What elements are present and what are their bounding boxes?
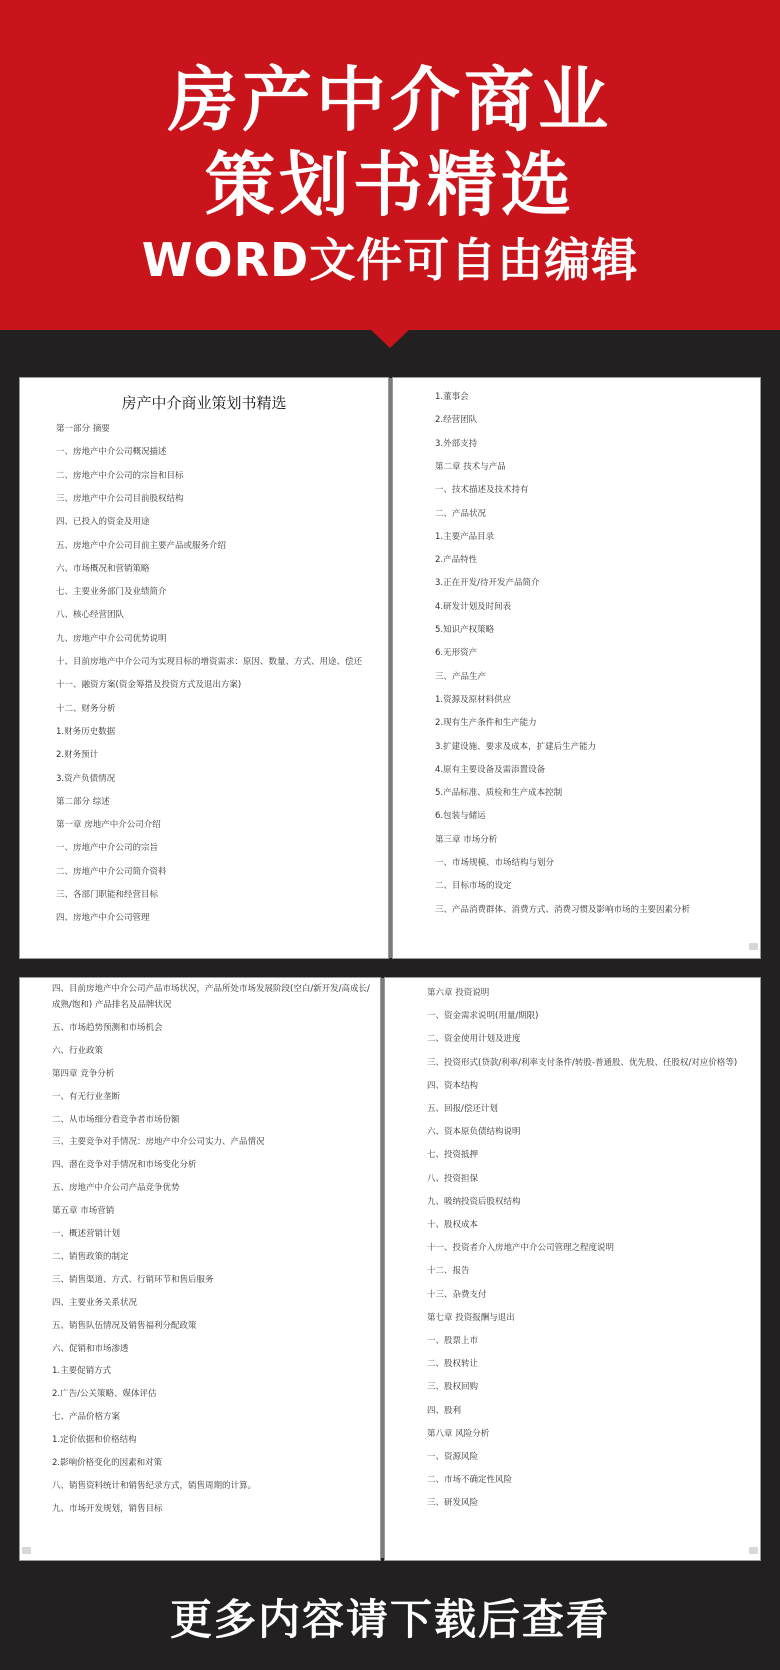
document-line: 第六章 投资说明 (427, 988, 490, 998)
document-line: 六、市场概况和营销策略 (56, 563, 150, 574)
document-line: 八、投资担保 (427, 1173, 479, 1184)
document-line: 第二部分 综述 (56, 796, 110, 807)
document-line: 2.财务预计 (56, 750, 99, 761)
document-line: 八、核心经营团队 (56, 610, 125, 621)
banner-title-line1: 房产中介商业 (168, 59, 612, 141)
document-line: 四、房地产中介公司管理 (56, 913, 150, 924)
document-title: 房产中介商业策划书精选 (121, 394, 287, 412)
document-line: 十、目前房地产中介公司为实现目标的增资需求：原因、数量、方式、用途、偿还 (56, 657, 363, 667)
document-line: 3.资产负债情况 (56, 773, 116, 784)
document-line: 第八章 风险分析 (427, 1428, 490, 1439)
document-line: 二、目标市场的设定 (435, 881, 512, 892)
document-line: 2.广告/公关策略、媒体评估 (52, 1389, 157, 1400)
document-line: 一、有无行业垄断 (52, 1091, 121, 1102)
document-line: 一、股票上市 (427, 1336, 479, 1346)
document-line: 2.影响价格变化的因素和对策 (52, 1458, 163, 1468)
page-corner-icon (749, 1547, 758, 1554)
footer-cta: 更多内容请下载后查看 (169, 1595, 610, 1644)
document-line: 第四章 竞争分析 (52, 1068, 115, 1079)
document-line: 1.主要产品目录 (435, 531, 495, 542)
document-line: 二、股权转让 (427, 1359, 479, 1370)
document-page-1 (20, 378, 388, 958)
document-line: 六、资本原负债结构说明 (427, 1127, 521, 1138)
document-line: 5.产品标准、质检和生产成本控制 (435, 788, 563, 799)
document-line: 1.定价依据和价格结构 (52, 1435, 137, 1446)
document-line: 七、投资抵押 (427, 1150, 479, 1161)
document-line: 九、吸纳投资后股权结构 (427, 1196, 521, 1207)
banner-pointer (371, 330, 409, 348)
document-line: 三、主要竞争对手情况：房地产中介公司实力、产品情况 (52, 1137, 265, 1148)
document-line: 六、行业政策 (52, 1045, 104, 1056)
document-line: 四、股利 (427, 1405, 462, 1416)
document-line: 三、股权回购 (427, 1382, 479, 1393)
document-line: 七、产品价格方案 (52, 1412, 121, 1423)
document-line: 第七章 投资报酬与退出 (427, 1312, 515, 1323)
document-line: 九、市场开发规划，销售目标 (52, 1503, 163, 1514)
document-line: 三、产品消费群体、消费方式、消费习惯及影响市场的主要因素分析 (435, 904, 691, 915)
document-line: 第五章 市场营销 (52, 1206, 115, 1217)
document-line: 一、资源风险 (427, 1452, 479, 1462)
document-line: 1.董事会 (435, 392, 469, 402)
document-line: 五、市场趋势预测和市场机会 (52, 1022, 163, 1033)
document-line: 四、目前房地产中介公司产品市场状况，产品所处市场发展阶段(空白/新开发/高成长/ (52, 984, 370, 994)
document-line: 十、股权成本 (427, 1220, 479, 1230)
document-line: 一、房地产中介公司的宗旨 (56, 843, 159, 854)
document-line: 二、市场不确定性风险 (427, 1475, 513, 1486)
document-page-3 (20, 978, 380, 1560)
document-line: 二、产品状况 (435, 508, 487, 519)
document-line: 二、销售政策的制定 (52, 1251, 129, 1262)
document-line: 第三章 市场分析 (435, 834, 498, 845)
document-page-4 (385, 978, 760, 1560)
document-line: 一、市场规模、市场结构与划分 (435, 858, 555, 868)
document-line: 十二、报告 (427, 1266, 470, 1277)
document-line: 第二章 技术与产品 (435, 461, 506, 472)
document-line: 3.扩建设施、要求及成本，扩建后生产能力 (435, 741, 597, 752)
document-line: 一、资金需求说明(用量/期限) (427, 1011, 539, 1022)
document-page-2 (393, 378, 760, 958)
document-line: 八、销售资料统计和销售纪录方式，销售周期的计算。 (52, 1480, 257, 1491)
document-line: 四、主要业务关系状况 (52, 1297, 138, 1308)
document-line: 五、回报/偿还计划 (427, 1104, 498, 1114)
document-line: 二、资金使用计划及进度 (427, 1034, 521, 1045)
page-corner-icon (749, 943, 758, 950)
document-line: 一、房地产中介公司概况描述 (56, 447, 167, 458)
document-line: 三、各部门职能和经营目标 (56, 890, 159, 900)
document-line: 3.正在开发/待开发产品简介 (435, 578, 540, 589)
document-line: 2.经营团队 (435, 415, 478, 426)
document-line: 1.财务历史数据 (56, 726, 116, 737)
document-line: 四、资本结构 (427, 1080, 479, 1091)
document-line: 6.包装与储运 (435, 811, 486, 822)
document-line: 2.现有生产条件和生产能力 (435, 718, 537, 729)
document-line: 六、促销和市场渗透 (52, 1343, 129, 1354)
document-line: 十二、财务分析 (56, 703, 116, 714)
document-line: 二、房地产中介公司简介资料 (56, 866, 167, 877)
document-line: 三、投资形式(贷款/利率/利率支付条件/转股-普通股、优先股、任股权/对应价格等) (427, 1057, 738, 1068)
banner-title-line2: 策划书精选 (205, 144, 575, 226)
page-corner-icon (22, 1547, 31, 1554)
document-line: 三、销售渠道、方式、行销环节和售后服务 (52, 1274, 214, 1285)
document-line: 1.资源及原材料供应 (435, 694, 512, 705)
document-line: 四、潜在竞争对手情况和市场变化分析 (52, 1160, 197, 1171)
document-line: 三、产品生产 (435, 671, 487, 682)
document-line: 一、技术描述及技术持有 (435, 485, 529, 496)
document-line: 三、房地产中介公司目前股权结构 (56, 493, 184, 504)
document-line: 4.研发计划及时间表 (435, 601, 512, 612)
document-line: 五、房地产中介公司目前主要产品或服务介绍 (56, 540, 227, 551)
document-line: 九、房地产中介公司优势说明 (56, 633, 167, 644)
banner-subtitle: WORD文件可自由编辑 (141, 233, 639, 287)
document-line: 3.外部支持 (435, 438, 478, 449)
document-line: 二、房地产中介公司的宗旨和目标 (56, 470, 184, 481)
document-line: 5.知识产权策略 (435, 625, 495, 635)
document-line: 第一部分 摘要 (56, 424, 110, 434)
document-line: 七、主要业务部门及业绩简介 (56, 587, 167, 598)
document-line: 十一、融资方案(资金筹措及投资方式及退出方案) (56, 680, 242, 691)
document-line: 十一、投资者介入房地产中介公司管理之程度说明 (427, 1243, 615, 1254)
document-line: 1.主要促销方式 (52, 1366, 112, 1377)
document-line: 五、房地产中介公司产品竞争优势 (52, 1183, 180, 1194)
header-banner (0, 0, 780, 330)
document-line: 三、研发风险 (427, 1498, 479, 1509)
document-line: 五、销售队伍情况及销售福利分配政策 (52, 1320, 197, 1331)
document-line: 成熟/饱和) 产品排名及品牌状况 (52, 1000, 172, 1010)
document-line: 四、已投入的资金及用途 (56, 517, 150, 528)
document-line: 一、概述营销计划 (52, 1229, 121, 1239)
document-line: 十三、杂费支付 (427, 1289, 487, 1300)
document-line: 第一章 房地产中介公司介绍 (56, 820, 161, 831)
document-line: 二、从市场细分看竞争者市场份额 (52, 1114, 180, 1125)
document-line: 6.无形资产 (435, 648, 478, 659)
document-line: 2.产品特性 (435, 555, 478, 566)
document-line: 4.原有主要设备及需添置设备 (435, 764, 546, 775)
